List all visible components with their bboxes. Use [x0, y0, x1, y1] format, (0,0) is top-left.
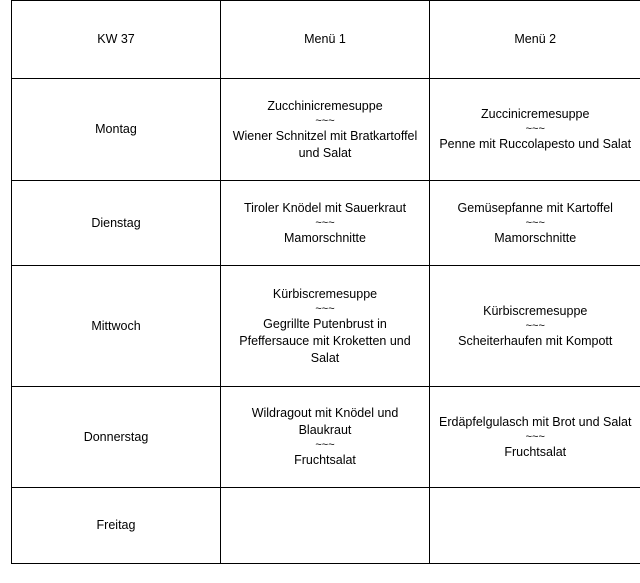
week-header-cell	[12, 1, 221, 79]
dish-separator: ~~~	[315, 114, 335, 127]
day-cell	[12, 387, 221, 488]
dish-separator: ~~~	[525, 123, 545, 135]
menu2-cell	[430, 266, 640, 387]
menu1-label: Menü 1	[304, 32, 346, 46]
dish-separator: ~~~	[315, 302, 335, 315]
day-cell	[12, 181, 221, 266]
dish-separator: ~~~	[525, 430, 545, 443]
dish-line: Blaukraut	[298, 423, 352, 437]
dish-line: Wildragout mit Knödel und	[251, 406, 399, 420]
dish-line: Penne mit Ruccolapesto und Salat	[439, 137, 632, 151]
dish-line: Kürbiscremesuppe	[272, 286, 378, 301]
day-label: Mittwoch	[91, 318, 141, 333]
table-row-freitag	[12, 488, 640, 564]
menu2-cell	[430, 181, 640, 266]
table-row-dienstag	[12, 181, 640, 266]
dish-line: Mamorschnitte	[284, 230, 366, 245]
dish-separator: ~~~	[315, 439, 335, 451]
dish-separator: ~~~	[315, 216, 335, 229]
dish-line: Kürbiscremesuppe	[483, 303, 588, 318]
menu2-cell	[430, 79, 640, 181]
day-label: Montag	[95, 122, 137, 136]
dish-line: Fruchtsalat	[294, 453, 356, 467]
dish-line: Zuccinicremesuppe	[481, 107, 590, 121]
week-label: KW 37	[97, 32, 135, 46]
dish-line: Zucchinicremesuppe	[267, 98, 383, 113]
day-label: Donnerstag	[83, 429, 149, 444]
menu2-cell	[430, 488, 640, 564]
menu1-header-cell	[221, 1, 430, 79]
dish-line: Pfeffersauce mit Kroketten und	[239, 333, 411, 348]
table-row-mittwoch	[12, 266, 640, 387]
dish-line: Erdäpfelgulasch mit Brot und Salat	[439, 414, 632, 429]
day-cell	[12, 488, 221, 564]
header-row	[12, 1, 640, 79]
dish-line: Wiener Schnitzel mit Bratkartoffel	[232, 128, 418, 143]
day-label: Dienstag	[91, 215, 141, 230]
dish-line: Gegrillte Putenbrust in	[263, 316, 387, 331]
table-row-donnerstag	[12, 387, 640, 488]
menu1-cell	[221, 181, 430, 266]
dish-line: Salat	[310, 350, 340, 365]
menu1-cell	[221, 387, 430, 488]
dish-line: Gemüsepfanne mit Kartoffel	[457, 200, 613, 215]
day-label: Freitag	[96, 518, 136, 532]
menu1-cell	[221, 266, 430, 387]
menu1-cell	[221, 79, 430, 181]
dish-line: Mamorschnitte	[494, 230, 577, 245]
dish-line: und Salat	[298, 145, 352, 160]
menu2-label: Menü 2	[514, 32, 557, 46]
menu2-cell	[430, 387, 640, 488]
dish-separator: ~~~	[525, 216, 545, 229]
dish-line: Scheiterhaufen mit Kompott	[458, 333, 613, 348]
day-cell	[12, 79, 221, 181]
table-row-montag	[12, 79, 640, 181]
day-cell	[12, 266, 221, 387]
menu2-header-cell	[430, 1, 640, 79]
dish-line: Fruchtsalat	[504, 444, 567, 459]
menu1-cell	[221, 488, 430, 564]
dish-line: Tiroler Knödel mit Sauerkraut	[243, 200, 407, 215]
dish-separator: ~~~	[525, 319, 545, 332]
weekly-menu-table	[11, 0, 640, 564]
